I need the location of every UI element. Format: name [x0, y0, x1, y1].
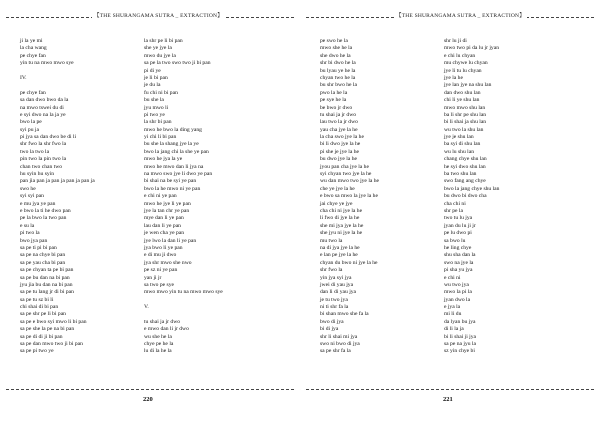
text-line: ba syi di shu lan	[444, 141, 481, 148]
text-line: pi two ye	[144, 111, 165, 118]
text-line: wu dan mwo two jye la he	[320, 178, 380, 185]
text-line: e bwo sa mwo la jye la he	[320, 193, 378, 200]
text-line: bwo la pe	[20, 119, 42, 126]
text-column-2	[144, 38, 223, 356]
text-line: sa pe yau cha bi pan	[20, 259, 66, 266]
text-line: yi chi li bi pan	[144, 134, 177, 141]
text-line: li fwo di jye la he	[320, 215, 360, 222]
text-line: IV.	[20, 74, 27, 81]
text-line: sa pe bu dan na bi pan	[20, 274, 70, 281]
text-line: chan two chan two	[20, 163, 63, 170]
text-line: jye je shu lan	[444, 134, 474, 141]
page-number: 220	[143, 396, 153, 403]
text-line: jwei di yau jya	[320, 281, 354, 288]
text-line: mwo he jya la ye	[144, 156, 183, 163]
text-line: bwo la he mwo ni ye pan	[144, 185, 201, 192]
text-line: na di jya jye la he	[320, 244, 360, 251]
text-line: bu dwo jye la he	[320, 156, 357, 163]
text-line: bu shr bwo he la	[320, 82, 357, 89]
running-header: 【THE SHURANGAMA SUTRA _ EXTRACTION】	[94, 13, 223, 19]
running-header: 【THE SHURANGAMA SUTRA _ EXTRACTION】	[396, 13, 525, 19]
page-number: 221	[443, 396, 453, 403]
text-line: yan ji jr	[144, 274, 162, 281]
text-line: ba li shr pe shu lan	[444, 111, 487, 118]
text-line	[20, 82, 95, 89]
text-line: shu sha dan la	[444, 252, 476, 259]
text-line: ji la ye mi	[20, 38, 43, 44]
text-line: je li bi pan	[144, 74, 168, 81]
text-line: je wen cha ye pan	[144, 230, 185, 237]
text-line: bi li shai ji jya	[444, 333, 477, 340]
text-line: jyou pan cha jye la he	[320, 163, 369, 170]
text-line: wu lu shu lan	[444, 148, 474, 155]
text-line: sa pe pi two ye	[20, 348, 54, 355]
text-line: pi two la	[20, 230, 40, 237]
text-line: pin two la pin two la	[20, 156, 67, 163]
text-line: she mi jya jye la he	[320, 222, 364, 229]
text-line: e chi ni	[444, 274, 461, 281]
text-line: jyu jia bu dan na bi pan	[20, 281, 73, 288]
text-line: jye la he	[444, 74, 463, 81]
text-line: pe chye fan	[20, 52, 46, 59]
text-line: chang chye shu lan	[444, 156, 487, 163]
text-line: mye dan li ye pan	[144, 215, 184, 222]
text-line: sa dan dwo bwo da la	[20, 97, 69, 104]
text-line: e jya la	[444, 304, 461, 311]
text-line: bwo la jang chye shu lan	[444, 185, 500, 192]
text-line: bi shai na be syi ye pan	[144, 178, 197, 185]
text-line: jye la tan chr ye pan	[144, 207, 190, 214]
text-line: dan dwo shu lan	[444, 89, 481, 96]
text-line: e su la	[20, 222, 35, 229]
text-line: chi li ye shu lan	[444, 97, 480, 104]
text-line: sz yin chye bi	[444, 348, 475, 355]
text-line: mwo la pi la	[444, 289, 472, 296]
text-line	[144, 297, 223, 304]
text-line: two tu lu jya	[444, 215, 473, 222]
text-line: mwo he jye li ye pan	[144, 200, 191, 207]
text-line: sa pe she la pe na bi pan	[20, 326, 75, 333]
text-line: mwo he bwo la ding yang	[144, 126, 202, 133]
text-line: bu lyau ye he la	[320, 67, 356, 74]
text-line: e bwo la ti he dwo pan	[20, 207, 71, 214]
text-line: she dwo he la	[320, 52, 351, 59]
text-line: chye pe he la	[144, 341, 174, 348]
text-line: pe la bwo la two pan	[20, 215, 67, 222]
text-line: e mwo dan li jr dwo	[144, 326, 189, 333]
text-line: pan jia pan ja pan ja pan ja pan ja	[20, 178, 95, 185]
text-line: she ye jye la	[144, 45, 172, 52]
text-line: pe sz ni ye pan	[144, 267, 178, 274]
text-line: bu she la	[144, 97, 164, 104]
text-line: jye li tu lu chyan	[444, 67, 482, 74]
text-line: di li la ja	[444, 326, 464, 333]
text-line: e lan pe jye la he	[320, 252, 358, 259]
text-line: cha chi ni	[444, 200, 466, 207]
text-line: wu she he la	[144, 333, 172, 340]
text-line: sa pe la two swo two ji bi pan	[144, 60, 211, 67]
text-line: yau cha jye la he	[320, 126, 358, 133]
text-line: pi sha yu jya	[444, 267, 473, 274]
text-line: tu shai ja jr dwo	[144, 318, 181, 325]
footer-rule	[6, 389, 294, 390]
text-line: jai chye ye jye	[320, 200, 353, 207]
text-line: mwo du jye la	[144, 52, 176, 59]
text-line: bwo jya pan	[20, 237, 48, 244]
text-line: fu chi ni bi pan	[144, 89, 178, 96]
text-line: dan li di yau jya	[320, 289, 357, 296]
text-line: che ye jye la he	[320, 185, 355, 192]
footer-rule	[306, 389, 594, 390]
text-line: e di mu ji dwo	[144, 252, 177, 259]
text-line: yin tu na mwo mwo sye	[20, 60, 74, 67]
text-line: bi li dwo jye la he	[320, 141, 361, 148]
text-line: wu two jya	[444, 281, 469, 288]
text-line: sa pe di di ji bi pan	[20, 333, 63, 340]
text-line: mwo mwo yin tu na mwo mwo sye	[144, 289, 223, 296]
text-line: e chi lu chyan	[444, 52, 476, 59]
text-line: mwo he mwo dan li jya na	[144, 163, 204, 170]
text-line: pe swo he la	[320, 38, 348, 44]
text-line: bu she la shang jye la ye	[144, 141, 199, 148]
text-line: da lyan bu jya	[444, 318, 476, 325]
text-line: hu syin hu syin	[20, 171, 55, 178]
text-line: syi syi pan	[20, 193, 44, 200]
text-line: sa pe shr fa la	[320, 348, 351, 355]
text-line: sa pe ti pi bi pan	[20, 244, 57, 251]
text-line: bu dwo bi dwo cha	[444, 193, 487, 200]
text-line: he syi dwo shu lan	[444, 163, 486, 170]
text-line: chyan du bwo ni jye la he	[320, 259, 378, 266]
text-line: sa pe tu lang jr di bi pan	[20, 289, 74, 296]
text-column-1	[320, 38, 379, 356]
text-line: shr pe la	[444, 207, 463, 214]
text-line: je tu two jya	[320, 296, 348, 303]
text-line: lau two la jr dwo	[320, 119, 358, 126]
text-line: jya bwo li ye pan	[144, 244, 183, 251]
text-line: syi pu ja	[20, 126, 39, 133]
text-column-2	[444, 38, 499, 356]
text-line: bi li shai ja shu lan	[444, 119, 487, 126]
text-line: je du la	[144, 82, 161, 89]
text-line: sa pe dan mwo two ji bi pan	[20, 341, 83, 348]
text-line: she jyu ni jye la he	[320, 230, 363, 237]
text-line: bi shan mwo she fa la	[320, 311, 369, 318]
text-line: jya shr mwo she nwo	[144, 259, 192, 266]
text-line: jyan dwo la	[444, 296, 471, 303]
text-line: jye lwo la dan li ye pan	[144, 237, 197, 244]
text-line: jyu mwo li	[144, 104, 169, 111]
text-line: shr fwo la	[320, 267, 343, 274]
text-line: la cha wang	[20, 45, 47, 52]
text-line: sa pe na jyu la	[444, 341, 476, 348]
text-line: swo fang ang chye	[444, 178, 486, 185]
text-line: chi shai di bi pan	[20, 304, 59, 311]
text-line: tu shai ja jr dwo	[320, 111, 357, 118]
text-line: mu two la	[320, 237, 343, 244]
text-line: sa pe shr pe li bi pan	[20, 311, 66, 318]
text-line: mwo mwo shu lan	[444, 104, 486, 111]
text-line: e syi dwo na la ja ye	[20, 111, 66, 118]
text-line: pwo la he la	[320, 89, 348, 96]
text-line: pi she je jye la he	[320, 148, 359, 155]
text-line: chyan two he la	[320, 74, 356, 81]
text-line: mwo two pi da lu jr jyan	[444, 45, 499, 52]
text-line: shr bi dwo he la	[320, 60, 356, 67]
text-line: syi chyan two jye la he	[320, 171, 372, 178]
text-line: he ling chye	[444, 244, 472, 251]
text-line	[144, 311, 223, 318]
text-line: pi di ye	[144, 67, 161, 74]
text-line: cha chi ni jye la he	[320, 207, 363, 214]
text-line: mu chywe lu chyan	[444, 60, 488, 67]
text-line: sa pe tu sz bi li	[20, 296, 54, 303]
text-line: pe lu dwo pi	[444, 230, 472, 237]
text-line: shr fwo la shr fwo la	[20, 141, 67, 148]
text-line: jyan du lu ji jr	[444, 222, 476, 229]
text-line: la shr bi pan	[144, 119, 172, 126]
text-line: sa pe e bwo syi mwo li bi pan	[20, 318, 87, 325]
text-line: swo ni bwo di jya	[320, 341, 360, 348]
text-line: mi li du	[444, 311, 462, 318]
text-line: be bwo jr dwo	[320, 104, 353, 111]
text-line: shr lu ji di	[444, 38, 467, 44]
text-line: lau dan li ye pan	[144, 222, 181, 229]
text-line: bi di jya	[320, 326, 339, 333]
text-line: mwo she he la	[320, 45, 353, 52]
text-line: yin jya syi jya	[320, 274, 352, 281]
text-line: swo na jye la	[444, 259, 474, 266]
text-line: lu di la he la	[144, 348, 172, 355]
text-column-1	[20, 38, 95, 356]
text-line: V.	[144, 304, 149, 311]
text-line: sa bwo lu	[444, 237, 466, 244]
text-line: e chi ni ye pan	[144, 193, 177, 200]
text-line: ba two shu lan	[444, 171, 477, 178]
text-line: pi jya sa dan dwo be di li	[20, 134, 77, 141]
text-line: e mu jya ye pan	[20, 200, 56, 207]
text-line: sa pe chyan ta pe bi pan	[20, 267, 74, 274]
text-line: wu two la shu lan	[444, 126, 484, 133]
text-line: bwo la jang chi la she ye pan	[144, 148, 209, 155]
text-line: na mwo swo jye li dwo ye pan	[144, 171, 213, 178]
text-line: na mwo tswei du di	[20, 104, 64, 111]
text-line: jye lan jye na shu lan	[444, 82, 492, 89]
text-line: shr li shai mi jya	[320, 333, 358, 340]
text-line: swo he	[20, 185, 36, 192]
text-line: sa pe na chye bi pan	[20, 252, 66, 259]
text-line: two la two la	[20, 148, 50, 155]
text-line: pe sye he la	[320, 97, 347, 104]
text-line: ni ti shr fa la	[320, 304, 349, 311]
right-page	[300, 0, 600, 424]
text-line: pe chye fan	[20, 89, 46, 96]
text-line: sa two pe sye	[144, 281, 174, 288]
text-line: la shr pe li bi pan	[144, 38, 183, 44]
text-line: la cha swo jye la he	[320, 134, 364, 141]
text-line	[20, 68, 95, 75]
text-line: bwo di jya	[320, 318, 344, 325]
